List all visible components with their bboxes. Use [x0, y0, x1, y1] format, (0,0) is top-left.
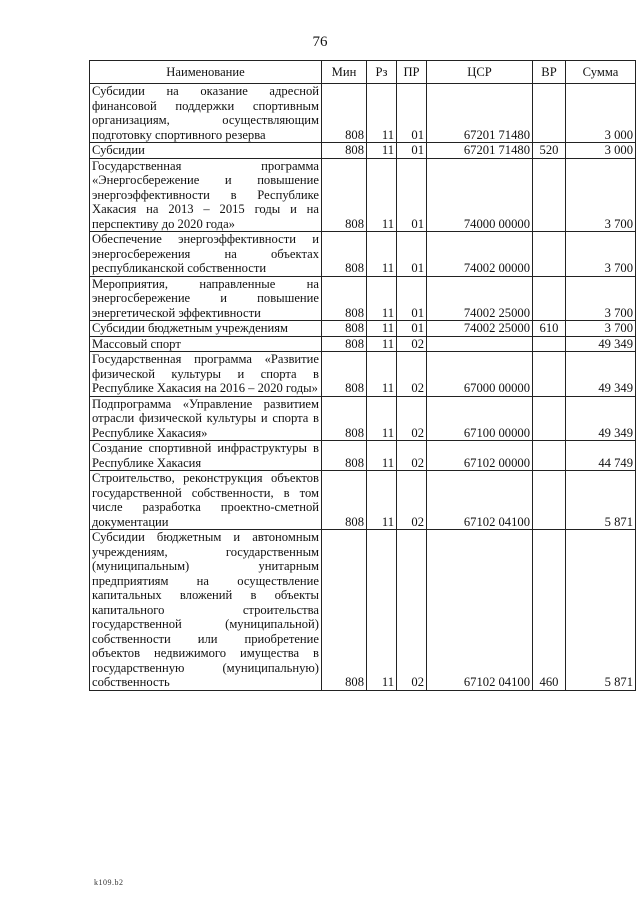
- row-min: 808: [322, 352, 367, 397]
- row-csr: [427, 336, 533, 352]
- row-sum: 3 700: [566, 276, 636, 321]
- table-header-row: [90, 61, 636, 84]
- footer-code: k109.b2: [94, 878, 124, 887]
- row-pr: 01: [397, 143, 427, 159]
- column-header-min: Мин: [322, 61, 367, 84]
- row-rz: 11: [367, 471, 397, 530]
- row-name: Субсидии бюджетным учреждениям: [90, 321, 322, 337]
- row-csr: 74002 00000: [427, 232, 533, 277]
- row-pr: 02: [397, 530, 427, 691]
- row-csr: 67201 71480: [427, 143, 533, 159]
- row-csr: 67000 00000: [427, 352, 533, 397]
- table-row: [90, 396, 636, 441]
- row-pr: 02: [397, 396, 427, 441]
- row-rz: 11: [367, 143, 397, 159]
- row-csr: 67102 00000: [427, 441, 533, 471]
- row-name: Субсидии: [90, 143, 322, 159]
- row-rz: 11: [367, 321, 397, 337]
- table-row: [90, 276, 636, 321]
- row-rz: 11: [367, 441, 397, 471]
- row-sum: 5 871: [566, 530, 636, 691]
- column-header-vr: ВР: [533, 61, 566, 84]
- table-row: [90, 321, 636, 337]
- row-rz: 11: [367, 232, 397, 277]
- row-vr: [533, 471, 566, 530]
- row-rz: 11: [367, 276, 397, 321]
- row-min: 808: [322, 158, 367, 232]
- row-pr: 02: [397, 352, 427, 397]
- row-min: 808: [322, 143, 367, 159]
- row-min: 808: [322, 232, 367, 277]
- column-header-csr: ЦСР: [427, 61, 533, 84]
- row-sum: 3 700: [566, 158, 636, 232]
- row-name: Обеспечение энергоэффективности и энергосбережения на объектах республиканской собственности: [90, 232, 322, 277]
- row-sum: 3 700: [566, 321, 636, 337]
- row-min: 808: [322, 276, 367, 321]
- row-pr: 01: [397, 276, 427, 321]
- column-header-name: Наименование: [90, 61, 322, 84]
- row-name: Строительство, реконструкция объектов государственной собственности, в том числе разработка проектно-сметной документации: [90, 471, 322, 530]
- row-rz: 11: [367, 84, 397, 143]
- row-vr: 460: [533, 530, 566, 691]
- row-sum: 5 871: [566, 471, 636, 530]
- row-min: 808: [322, 441, 367, 471]
- row-pr: 01: [397, 158, 427, 232]
- row-vr: 610: [533, 321, 566, 337]
- table-row: [90, 232, 636, 277]
- row-pr: 01: [397, 232, 427, 277]
- row-name: Создание спортивной инфраструктуры в Республике Хакасия: [90, 441, 322, 471]
- row-csr: 67102 04100: [427, 530, 533, 691]
- column-header-rz: Рз: [367, 61, 397, 84]
- row-sum: 49 349: [566, 396, 636, 441]
- row-vr: [533, 232, 566, 277]
- table-row: [90, 158, 636, 232]
- page-number: 76: [312, 34, 328, 50]
- table-row: [90, 336, 636, 352]
- row-rz: 11: [367, 352, 397, 397]
- table-row: [90, 530, 636, 691]
- row-csr: 74000 00000: [427, 158, 533, 232]
- row-vr: [533, 396, 566, 441]
- row-sum: 49 349: [566, 336, 636, 352]
- table-row: [90, 84, 636, 143]
- row-min: 808: [322, 336, 367, 352]
- table-row: [90, 441, 636, 471]
- row-rz: 11: [367, 158, 397, 232]
- table-row: [90, 352, 636, 397]
- row-rz: 11: [367, 336, 397, 352]
- row-sum: 3 000: [566, 143, 636, 159]
- row-vr: [533, 352, 566, 397]
- row-sum: 44 749: [566, 441, 636, 471]
- row-vr: [533, 336, 566, 352]
- row-name: Мероприятия, направленные на энергосбережение и повышение энергетической эффективности: [90, 276, 322, 321]
- column-header-sum: Сумма: [566, 61, 636, 84]
- row-vr: [533, 276, 566, 321]
- table-row: [90, 143, 636, 159]
- row-name: Государственная программа «Энергосбережение и повышение энергоэффективности в Республике Хакасия на 2013 – 2015 годы и на перспективу до 2020 года»: [90, 158, 322, 232]
- row-vr: [533, 441, 566, 471]
- row-pr: 02: [397, 471, 427, 530]
- row-csr: 67201 71480: [427, 84, 533, 143]
- row-csr: 67102 04100: [427, 471, 533, 530]
- row-min: 808: [322, 471, 367, 530]
- budget-table: [89, 60, 636, 691]
- row-csr: 67100 00000: [427, 396, 533, 441]
- row-vr: 520: [533, 143, 566, 159]
- row-name: Подпрограмма «Управление развитием отрасли физической культуры и спорта в Республике Хакасия»: [90, 396, 322, 441]
- row-csr: 74002 25000: [427, 321, 533, 337]
- row-sum: 3 000: [566, 84, 636, 143]
- row-min: 808: [322, 321, 367, 337]
- row-csr: 74002 25000: [427, 276, 533, 321]
- column-header-pr: ПР: [397, 61, 427, 84]
- row-sum: 3 700: [566, 232, 636, 277]
- row-rz: 11: [367, 530, 397, 691]
- row-rz: 11: [367, 396, 397, 441]
- row-name: Субсидии на оказание адресной финансовой поддержки спортивным организациям, осуществляющим подготовку спортивного резерва: [90, 84, 322, 143]
- row-pr: 01: [397, 321, 427, 337]
- row-min: 808: [322, 84, 367, 143]
- row-sum: 49 349: [566, 352, 636, 397]
- table-row: [90, 471, 636, 530]
- row-min: 808: [322, 530, 367, 691]
- row-pr: 01: [397, 84, 427, 143]
- row-pr: 02: [397, 336, 427, 352]
- row-name: Массовый спорт: [90, 336, 322, 352]
- row-name: Субсидии бюджетным и автономным учреждениям, государственным (муниципальным) унитарным предприятиям на осуществление капитальных вложений в объекты капитального строительства государственной (муниципальной) собственности или приобретение объектов недвижимого имущества в государственную (муниципальную) собственность: [90, 530, 322, 691]
- row-min: 808: [322, 396, 367, 441]
- row-name: Государственная программа «Развитие физической культуры и спорта в Республике Хакасия на 2016 – 2020 годы»: [90, 352, 322, 397]
- row-vr: [533, 158, 566, 232]
- row-pr: 02: [397, 441, 427, 471]
- row-vr: [533, 84, 566, 143]
